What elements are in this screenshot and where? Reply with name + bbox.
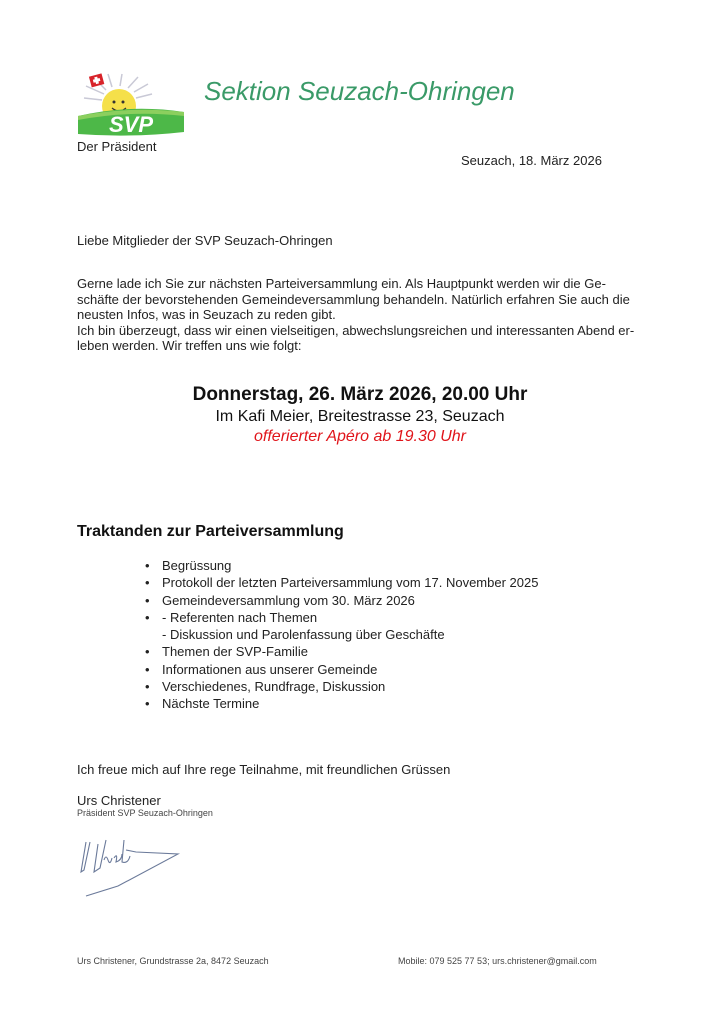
bullet-icon: • [145,575,150,591]
agenda-item [140,661,538,678]
closing-text: Ich freue mich auf Ihre rege Teilnahme, mit freundlichen Grüssen [77,762,451,777]
event-apero: offerierter Apéro ab 19.30 Uhr [254,428,466,445]
section-title: Sektion Seuzach-Ohringen [204,76,515,106]
sender-role: Der Präsident [77,139,157,154]
paragraph: Gerne lade ich Sie zur nächsten Parteiversammlung ein. Als Hauptpunkt werden wir die Ge-schäfte der bevorstehenden Gemeindeversammlung behandeln. Natürlich erfahren Sie auch die neusten Infos, was in Seuzach zu reden gibt. [77,276,630,322]
agenda-item-text: Begrüssung [162,558,232,573]
agenda-item [140,695,538,712]
agenda-item-text: Informationen aus unserer Gemeinde [162,661,378,677]
svp-logo [76,72,186,138]
bullet-icon: • [145,661,150,677]
bullet-icon: • [145,644,150,660]
agenda-item [140,592,538,609]
agenda-item [140,643,538,660]
bullet-icon: • [145,609,150,625]
bullet-icon: • [145,696,150,712]
signatory-name: Urs Christener [77,793,161,808]
paragraph: Ich bin überzeugt, dass wir einen vielseitigen, abwechslungsreichen und interessanten Abend er-leben werden. Wir treffen uns wie folgt: [77,322,635,353]
logo-text: SVP [108,112,154,137]
agenda-item-text: Themen der SVP-Familie [162,644,308,660]
handwritten-signature [78,830,188,900]
signature-graphic [78,830,188,900]
event-location: Im Kafi Meier, Breitestrasse 23, Seuzach [215,408,505,425]
letter-body [77,276,647,354]
bullet-icon: • [145,592,150,608]
agenda-item-text: Protokoll der letzten Parteiversammlung vom 17. November 2025 [162,575,539,591]
agenda-item-text: - Referenten nach Themen [162,609,318,625]
agenda-item-text: Nächste Termine [162,696,260,712]
agenda-item [140,609,538,626]
bullet-icon: • [145,558,150,573]
agenda-item-text: Verschiedenes, Rundfrage, Diskussion [162,679,386,695]
agenda-item-text: - Diskussion und Parolenfassung über Geschäfte [162,627,445,643]
footer-address: Urs Christener, Grundstrasse 2a, 8472 Seuzach [77,956,269,966]
agenda-list [140,557,538,713]
agenda-item [140,557,538,574]
place-date: Seuzach, 18. März 2026 [461,153,602,168]
agenda-item [140,574,538,591]
agenda-item [140,678,538,695]
agenda-title: Traktanden zur Parteiversammlung [77,523,344,540]
bullet-icon: • [145,679,150,695]
signatory-title: Präsident SVP Seuzach-Ohringen [77,808,213,818]
agenda-item [140,626,538,643]
svp-logo-graphic [76,72,186,138]
agenda-item-text: Gemeindeversammlung vom 30. März 2026 [162,592,415,608]
footer-contact: Mobile: 079 525 77 53; urs.christener@gmail.com [398,956,597,966]
event-datetime: Donnerstag, 26. März 2026, 20.00 Uhr [192,384,528,405]
salutation: Liebe Mitglieder der SVP Seuzach-Ohringen [77,233,333,248]
